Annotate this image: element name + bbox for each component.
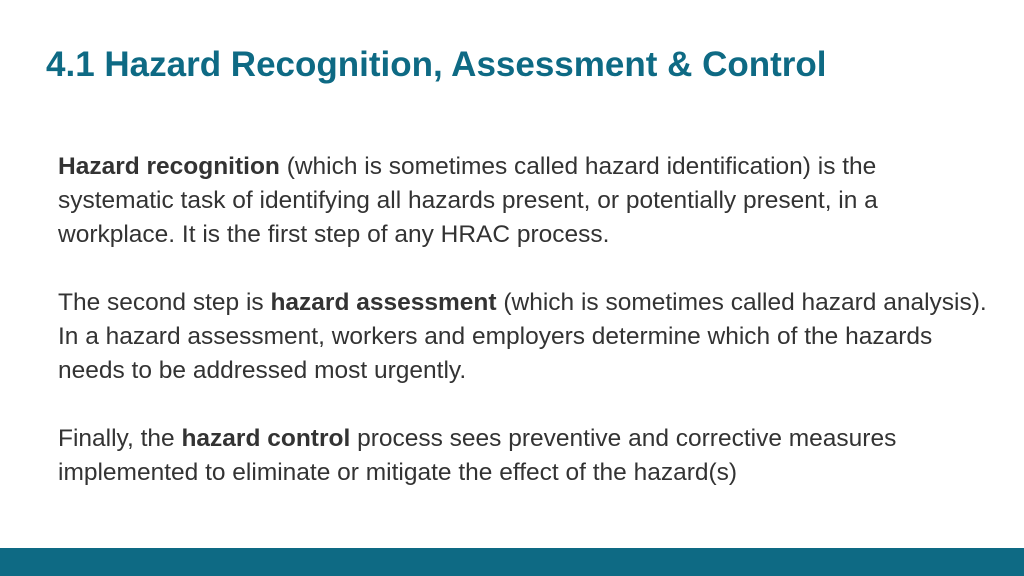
paragraph-hazard-recognition <box>58 150 998 252</box>
term-hazard-control: hazard control <box>181 425 351 452</box>
paragraph-text: (which is sometimes called hazard analysis). In a hazard assessment, workers and employers determine which of the hazards needs to be addressed most urgently. <box>58 289 987 384</box>
paragraph-text: process sees preventive and corrective measures implemented to eliminate or mitigate the effect of the hazard(s) <box>58 425 897 486</box>
paragraph-prefix: The second step is <box>58 289 271 316</box>
paragraph-prefix: Finally, the <box>58 425 182 452</box>
paragraph-hazard-assessment <box>58 286 998 388</box>
footer-bar <box>0 548 1024 576</box>
slide-body <box>58 150 998 524</box>
slide-title: 4.1 Hazard Recognition, Assessment & Control <box>46 45 827 84</box>
paragraph-hazard-control <box>58 422 998 490</box>
term-hazard-recognition: Hazard recognition <box>58 153 280 180</box>
paragraph-text: (which is sometimes called hazard identification) is the systematic task of identifying all hazards present, or potentially present, in a workplace. It is the first step of any HRAC process. <box>58 153 878 248</box>
term-hazard-assessment: hazard assessment <box>270 289 497 316</box>
